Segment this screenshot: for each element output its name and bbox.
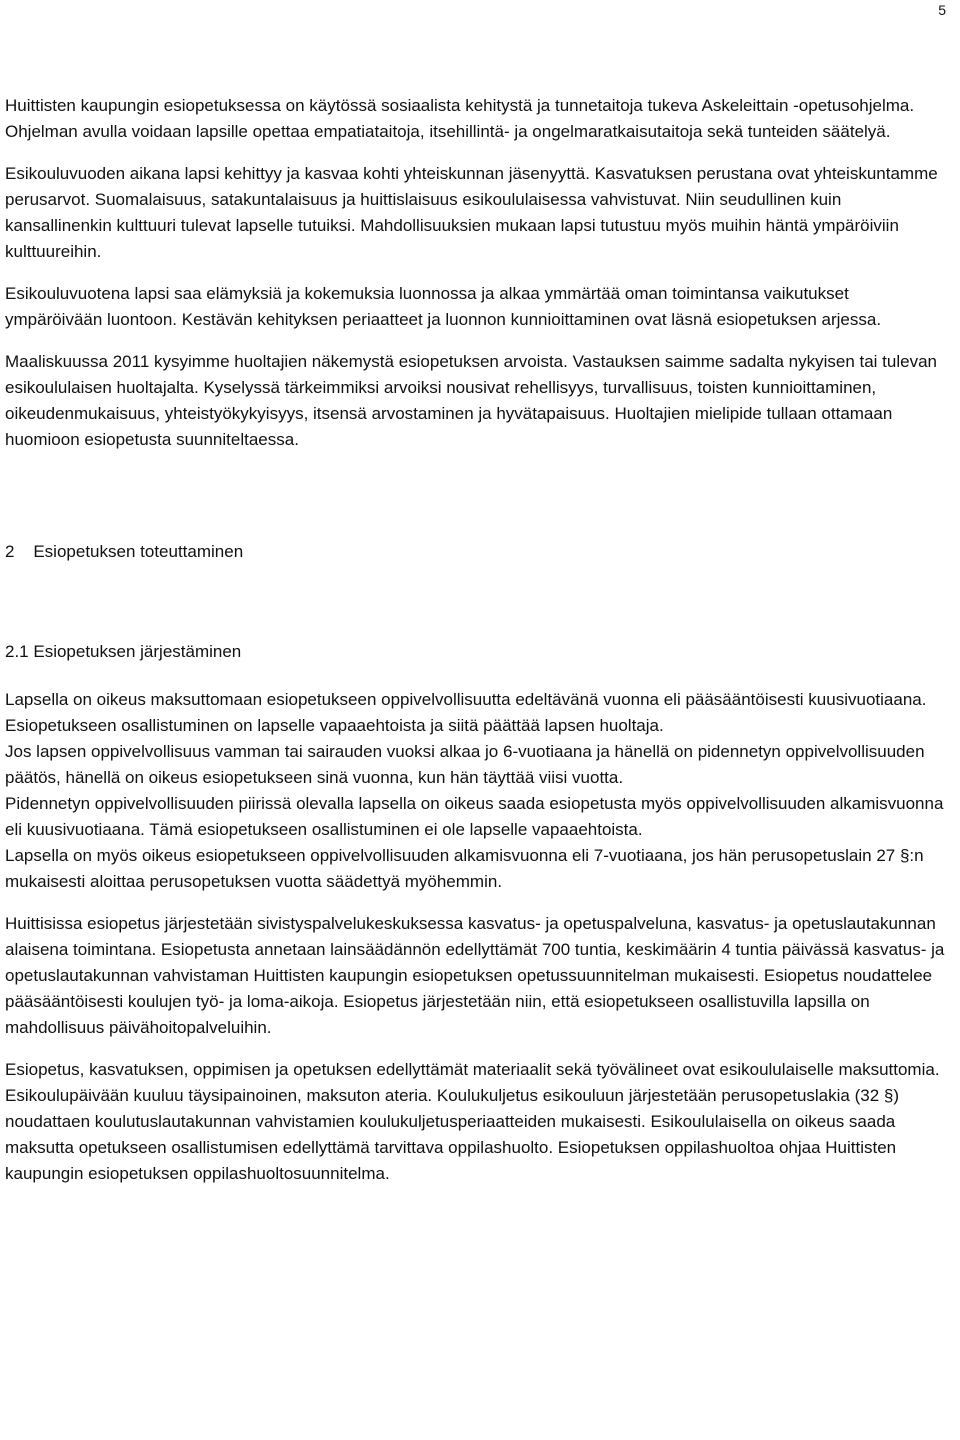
section-heading-2-1: 2.1 Esiopetuksen järjestäminen — [5, 642, 242, 661]
section-paragraph-seven-year-old: Lapsella on myös oikeus esiopetukseen oppivelvollisuuden alkamisvuonna eli 7-vuotiaana, jos hän perusopetuslain 27 §:n mukaisesti aloittaa perusopetuksen vuotta säädettyä myöhemmin. — [5, 846, 924, 891]
section-paragraph-extended-scope: Pidennetyn oppivelvollisuuden piirissä olevalla lapsella on oikeus saada esiopetusta myös oppivelvollisuuden alkamisvuonna eli kuusivuotiaana. Tämä esiopetukseen osallistuminen ei ole lapselle vapaaehtoista. — [5, 794, 944, 839]
page-number: 5 — [938, 2, 946, 18]
intro-paragraph-nature: Esikouluvuotena lapsi saa elämyksiä ja kokemuksia luonnossa ja alkaa ymmärtää oman toimintansa vaikutukset ympäröivään luontoon. Kestävän kehityksen periaatteet ja luonnon kunnioittaminen ovat läsnä esiopetuksen arjessa. — [5, 284, 882, 329]
section-paragraph-right: Lapsella on oikeus maksuttomaan esiopetukseen oppivelvollisuutta edeltävänä vuonna eli pääsääntöisesti kuusivuotiaana. Esiopetukseen osallistuminen on lapselle vapaaehtoista ja siitä päättää lapsen huoltaja. — [5, 690, 927, 735]
section-paragraph-organisation: Huittisissa esiopetus järjestetään sivistyspalvelukeskuksessa kasvatus- ja opetuspalveluna, kasvatus- ja opetuslautakunnan alaisena toimintana. Esiopetusta annetaan lainsäädännön edellyttämät 700 tuntia, keskimäärin 4 tuntia päivässä kasvatus- ja opetuslautakunnan vahvistaman Huittisten kaupungin esiopetuksen opetussuunnitelman mukaisesti. Esiopetus noudattelee pääsääntöisesti koulujen työ- ja loma-aikoja. Esiopetus järjestetään niin, että esiopetukseen osallistuvilla lapsilla on mahdollisuus päivähoitopalveluihin. — [5, 914, 945, 1037]
intro-paragraph-survey: Maaliskuussa 2011 kysyimme huoltajien näkemystä esiopetuksen arvoista. Vastauksen saimme sadalta nykyisen tai tulevan esikoululaisen huoltajalta. Kyselyssä tärkeimmiksi arvoiksi nousivat rehellisyys, turvallisuus, toisten kunnioittaminen, oikeudenmukaisuus, yhteistyökykyisyys, itsensä arvostaminen ja hyvätapaisuus. Huoltajien mielipide tullaan ottamaan huomioon esiopetusta suunniteltaessa. — [5, 352, 938, 449]
section-paragraph-free-services: Esiopetus, kasvatuksen, oppimisen ja opetuksen edellyttämät materiaalit sekä työvälineet ovat esikoululaiselle maksuttomia. Esikoulupäivään kuuluu täysipainoinen, maksuton ateria. Koulukuljetus esikouluun järjestetään perusopetuslakia (32 §) noudattaen koulutuslautakunnan vahvistamien koulukuljetusperiaatteiden mukaisesti. Esikoululaisella on oikeus saada maksutta opetukseen osallistumisen edellyttämä tarvittava oppilashuolto. Esiopetuksen oppilashuoltoa ohjaa Huittisten kaupungin esiopetuksen oppilashuoltosuunnitelma. — [5, 1060, 940, 1183]
intro-paragraph-society: Esikouluvuoden aikana lapsi kehittyy ja kasvaa kohti yhteiskunnan jäsenyyttä. Kasvatuksen perustana ovat yhteiskuntamme perusarvot. Suomalaisuus, satakuntalaisuus ja huittislaisuus esikoululaisessa vahvistuvat. Niin seudullinen kuin kansallinenkin kulttuuri tulevat lapselle tutuiksi. Mahdollisuuksien mukaan lapsi tutustuu myös muihin häntä ympäröiviin kulttuureihin. — [5, 164, 938, 261]
intro-paragraph-program: Huittisten kaupungin esiopetuksessa on käytössä sosiaalista kehitystä ja tunnetaitoja tukeva Askeleittain -opetusohjelma. Ohjelman avulla voidaan lapsille opettaa empatiataitoja, itsehillintä- ja ongelmaratkaisutaitoja sekä tunteiden säätelyä. — [5, 96, 915, 141]
document-body — [5, 93, 950, 1187]
section-heading-2: 2 Esiopetuksen toteuttaminen — [5, 542, 244, 561]
section-paragraph-extended-compulsory: Jos lapsen oppivelvollisuus vamman tai sairauden vuoksi alkaa jo 6-vuotiaana ja hänellä on pidennetyn oppivelvollisuuden päätös, hänellä on oikeus esiopetukseen sinä vuonna, kun hän täyttää viisi vuotta. — [5, 742, 925, 787]
